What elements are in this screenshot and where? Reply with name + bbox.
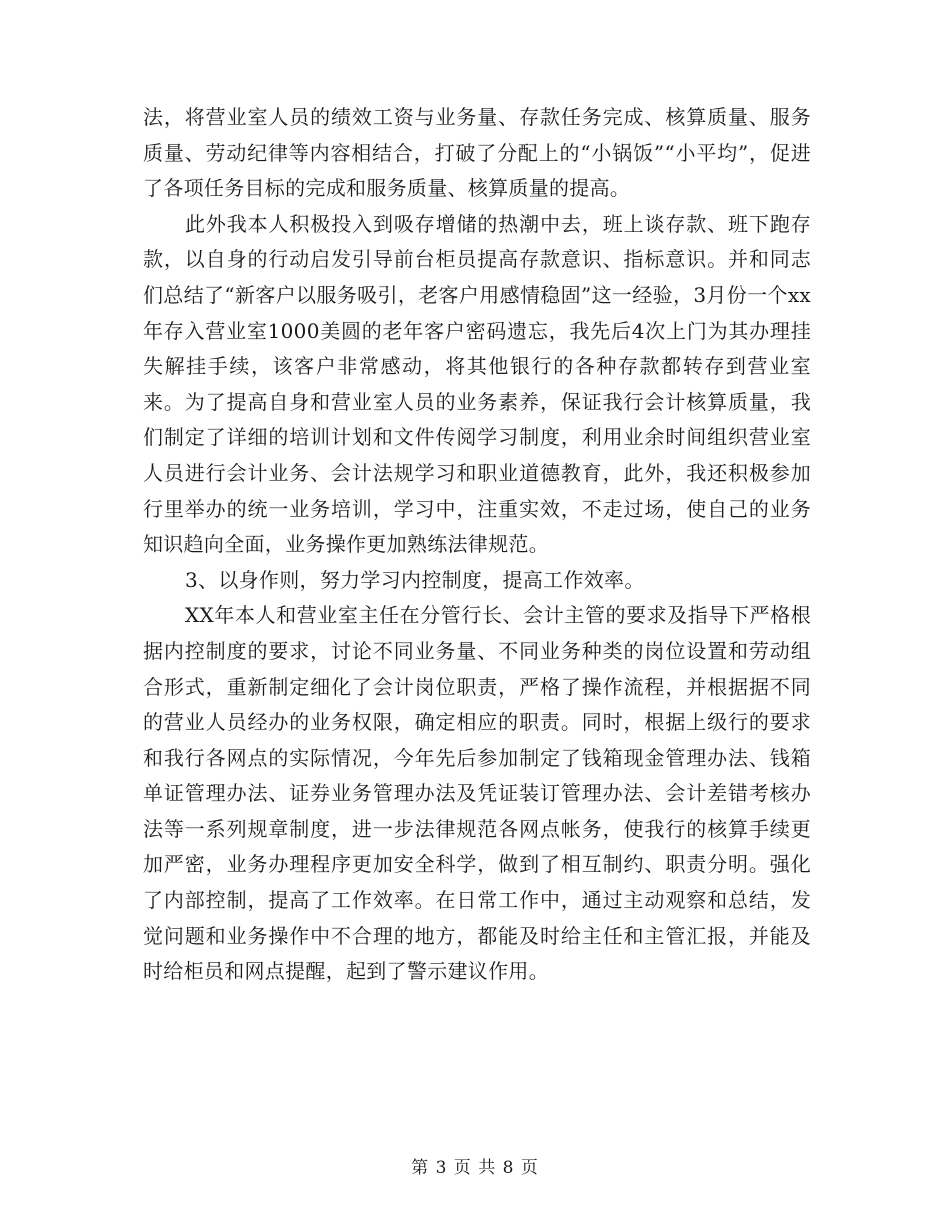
paragraph-deposit-effort: 此外我本人积极投入到吸存增储的热潮中去，班上谈存款、班下跑存款，以自身的行动启发引导前台柜员提高存款意识、指标意识。并和同志们总结了“新客户以服务吸引，老客户用感情稳固”这一经验，3月份一个xx年存入营业室1000美圆的老年客户密码遗忘，我先后4次上门为其办理挂失解挂手续，该客户非常感动，将其他银行的各种存款都转存到营业室来。为了提高自身和营业室人员的业务素养，保证我行会计核算质量，我们制定了详细的培训计划和文件传阅学习制度，利用业余时间组织营业室人员进行会计业务、会计法规学习和职业道德教育，此外，我还积极参加行里举办的统一业务培训，学习中，注重实效，不走过场，使自己的业务知识趋向全面，业务操作更加熟练法律规范。	[143, 211, 811, 557]
paragraph-internal-control: XX年本人和营业室主任在分管行长、会计主管的要求及指导下严格根据内控制度的要求，讨论不同业务量、不同业务种类的岗位设置和劳动组合形式，重新制定细化了会计岗位职责，严格了操作流程，并根据据不同的营业人员经办的业务权限，确定相应的职责。同时，根据上级行的要求和我行各网点的实际情况，今年先后参加制定了钱箱现金管理办法、钱箱单证管理办法、证券业务管理办法及凭证装订管理办法、会计差错考核办法等一系列规章制度，进一步法律规范各网点帐务，使我行的核算手续更加严密，业务办理程序更加安全科学，做到了相互制约、职责分明。强化了内部控制，提高了工作效率。在日常工作中，通过主动观察和总结，发觉问题和业务操作中不合理的地方，都能及时给主任和主管汇报，并能及时给柜员和网点提醒，起到了警示建议作用。	[143, 603, 811, 984]
section-heading-internal-control: 3、以身作则，努力学习内控制度，提高工作效率。	[185, 567, 645, 592]
page-number-footer: 第 3 页 共 8 页	[411, 1158, 539, 1178]
document-body	[143, 100, 811, 990]
paragraph-continuation: 法，将营业室人员的绩效工资与业务量、存款任务完成、核算质量、服务质量、劳动纪律等内容相结合，打破了分配上的“小锅饭”“小平均”，促进了各项任务目标的完成和服务质量、核算质量的提高。	[143, 105, 811, 201]
